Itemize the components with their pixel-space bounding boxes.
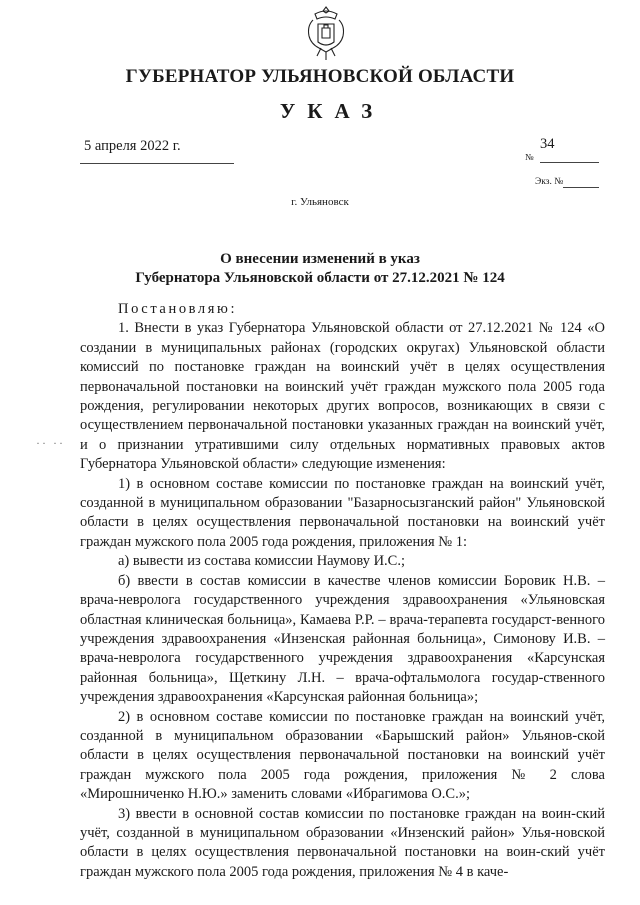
date-underline bbox=[80, 163, 234, 164]
decree-date: 5 апреля 2022 г. bbox=[84, 138, 181, 154]
issue-city: г. Ульяновск bbox=[291, 196, 349, 208]
number-mark: № bbox=[525, 152, 534, 162]
document-type-heading: УКАЗ bbox=[279, 99, 385, 123]
decree-number: 34 bbox=[540, 136, 555, 152]
body-paragraph: б) ввести в состав комиссии в качестве членов комиссии Боровик Н.В. – врача-невролога государственного учреждения здравоохранения «Ульяновская областная клиническая больница», Камаева Р.Р. – врача-терапевта государст-венного учреждения здравоохранения «Инзенская районная больница», Симонову И.В. – врача-невролога государственного учреждения здравоохранения «Карсунская районная больница», Щеткину Л.Н. – врача-офтальмолога государ-ственного учреждения здравоохранения «Карсунская районная больница»; bbox=[80, 572, 605, 706]
coat-of-arms-icon bbox=[305, 4, 347, 62]
copy-number-underline bbox=[563, 187, 599, 188]
decree-title bbox=[0, 250, 640, 288]
number-underline bbox=[540, 162, 599, 163]
decree-body bbox=[80, 300, 605, 882]
body-paragraph: Постановляю: bbox=[118, 301, 238, 317]
copy-number-label: Экз. № bbox=[535, 177, 564, 187]
body-paragraph: 3) ввести в основной состав комиссии по постановке граждан на воин-ский учёт, созданной в муниципальном образовании «Инзенский район» Улья-новской области в целях осуществления первоначальной постановки на воин-ский учёт граждан мужского пола 2005 года рождения, приложения № 4 в каче- bbox=[80, 805, 605, 880]
margin-mark: ·· ·· bbox=[36, 436, 65, 450]
body-paragraph: а) вывести из состава комиссии Наумову И.С.; bbox=[118, 553, 405, 570]
body-paragraph: 1) в основном составе комиссии по постановке граждан на воинский учёт, созданной в муниципальном образовании "Базарносызганский район" Ульяновской области в целях осуществления первоначальной постановки на воинский учёт граждан мужского пола 2005 года рождения, приложения № 1: bbox=[80, 475, 605, 550]
body-paragraph: 2) в основном составе комиссии по постановке граждан на воинский учёт, созданной в муниципальном образовании «Барышский район» Ульянов-ской области в целях осуществления первоначальной постановки на воинский учёт граждан мужского пола 2005 года рождения, приложения № 2 слова «Мирошниченко Н.Ю.» заменить словами «Ибрагимова О.С.»; bbox=[80, 708, 605, 803]
decree-title-line-2: Губернатора Ульяновской области от 27.12.2021 № 124 bbox=[135, 270, 505, 286]
decree-title-line-1: О внесении изменений в указ bbox=[220, 251, 420, 267]
authority-heading: ГУБЕРНАТОР УЛЬЯНОВСКОЙ ОБЛАСТИ bbox=[125, 66, 515, 87]
body-paragraph: 1. Внести в указ Губернатора Ульяновской области от 27.12.2021 № 124 «О создании в муниципальных районах (городских округах) Ульяновской области комиссий по постановке граждан на воинский учёт в целях осуществления первоначальной постановки на воинский учёт граждан мужского пола 2005 года рождения, регулировании некоторых других вопросов, возникающих в связи с осуществлением первоначальной постановки указанных граждан на воинский учёт, и о признании утратившими силу отдельных нормативных правовых актов Губернатора Ульяновской области» следующие изменения: bbox=[80, 320, 605, 473]
